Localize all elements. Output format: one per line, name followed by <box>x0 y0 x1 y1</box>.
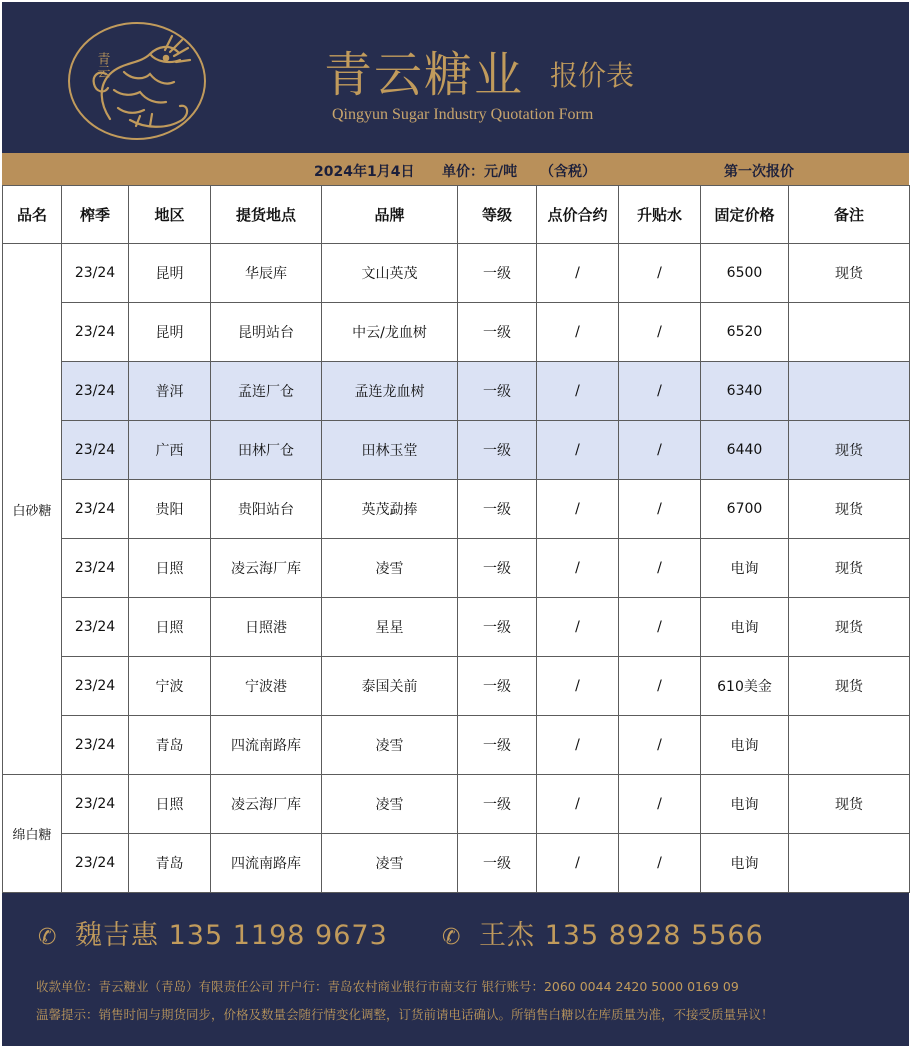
table-cell: 电询 <box>701 716 789 775</box>
table-cell: 中云/龙血树 <box>322 303 458 362</box>
table-cell <box>789 303 910 362</box>
table-cell: 电询 <box>701 775 789 834</box>
table-cell: 一级 <box>458 362 537 421</box>
product-category: 绵白糖 <box>3 775 62 893</box>
tax-note: （含税） <box>540 164 596 180</box>
table-cell: / <box>619 775 701 834</box>
table-cell: 23/24 <box>62 657 129 716</box>
table-row <box>3 716 910 775</box>
col-header: 提货地点 <box>211 186 322 244</box>
phone-icon: ✆ <box>442 925 462 950</box>
contact-name: 王杰 <box>479 920 536 951</box>
table-cell <box>789 716 910 775</box>
contact-name: 魏吉惠 <box>75 920 160 951</box>
table-cell: 日照 <box>129 775 211 834</box>
table-cell: 610美金 <box>701 657 789 716</box>
table-cell: 现货 <box>789 480 910 539</box>
phone-icon: ✆ <box>38 925 58 950</box>
table-cell: 日照 <box>129 598 211 657</box>
table-cell: / <box>537 539 619 598</box>
table-cell: 现货 <box>789 539 910 598</box>
table-row <box>3 244 910 303</box>
table-cell: 宁波 <box>129 657 211 716</box>
table-cell: 6520 <box>701 303 789 362</box>
table-cell: 23/24 <box>62 716 129 775</box>
table-cell: 四流南路库 <box>211 834 322 893</box>
contact-weijihui <box>38 913 388 952</box>
table-cell: 昆明站台 <box>211 303 322 362</box>
table-cell: 电询 <box>701 539 789 598</box>
table-cell: 电询 <box>701 834 789 893</box>
table-cell: / <box>619 244 701 303</box>
header-banner <box>2 2 909 153</box>
product-category: 白砂糖 <box>3 244 62 775</box>
qilin-icon <box>70 24 204 138</box>
col-header: 等级 <box>458 186 537 244</box>
table-cell: / <box>537 421 619 480</box>
table-cell: 6700 <box>701 480 789 539</box>
table-cell: 一级 <box>458 539 537 598</box>
table-row <box>3 539 910 598</box>
table-header-row <box>3 186 910 244</box>
table-cell <box>789 362 910 421</box>
contact-phone[interactable]: 135 8928 5566 <box>544 920 764 951</box>
qilin-logo <box>68 22 206 140</box>
table-cell: 孟连龙血树 <box>322 362 458 421</box>
table-cell: / <box>537 244 619 303</box>
table-cell: 星星 <box>322 598 458 657</box>
col-header: 榨季 <box>62 186 129 244</box>
table-cell: 广西 <box>129 421 211 480</box>
table-cell: 孟连厂仓 <box>211 362 322 421</box>
quote-round: 第一次报价 <box>724 164 794 180</box>
logo-text: 青云 <box>94 52 110 78</box>
col-header: 地区 <box>129 186 211 244</box>
table-cell: / <box>619 421 701 480</box>
table-cell: / <box>619 480 701 539</box>
table-cell: 一级 <box>458 834 537 893</box>
table-cell: 田林玉堂 <box>322 421 458 480</box>
table-cell: 普洱 <box>129 362 211 421</box>
table-cell: 一级 <box>458 244 537 303</box>
table-cell: 昆明 <box>129 303 211 362</box>
table-cell: 昆明 <box>129 244 211 303</box>
table-cell: 青岛 <box>129 834 211 893</box>
table-cell: 日照 <box>129 539 211 598</box>
col-header: 点价合约 <box>537 186 619 244</box>
table-cell: 一级 <box>458 657 537 716</box>
contact-wangjie <box>442 913 764 952</box>
table-cell: 23/24 <box>62 834 129 893</box>
table-cell: 现货 <box>789 244 910 303</box>
table-cell: 电询 <box>701 598 789 657</box>
table-cell: 6440 <box>701 421 789 480</box>
table-cell: 凌云海厂库 <box>211 775 322 834</box>
table-cell: 泰国关前 <box>322 657 458 716</box>
table-cell: 贵阳站台 <box>211 480 322 539</box>
table-row <box>3 362 910 421</box>
table-row <box>3 775 910 834</box>
quote-date: 2024年1月4日 <box>314 164 415 180</box>
table-cell <box>789 834 910 893</box>
table-row <box>3 657 910 716</box>
table-cell: / <box>537 775 619 834</box>
table-cell: / <box>537 834 619 893</box>
table-cell: 6500 <box>701 244 789 303</box>
table-cell: / <box>619 716 701 775</box>
contact-phone[interactable]: 135 1198 9673 <box>168 920 388 951</box>
info-bar <box>2 153 909 185</box>
english-title: Qingyun Sugar Industry Quotation Form <box>332 106 594 123</box>
table-cell: 文山英茂 <box>322 244 458 303</box>
bank-info: 收款单位：青云糖业（青岛）有限责任公司 开户行：青岛农村商业银行市南支行 银行账号：2060 0044 2420 5000 0169 09 <box>36 979 739 994</box>
table-cell: 贵阳 <box>129 480 211 539</box>
table-cell: 田林厂仓 <box>211 421 322 480</box>
table-cell: 23/24 <box>62 598 129 657</box>
table-cell: / <box>537 598 619 657</box>
quotation-table <box>2 185 910 893</box>
table-cell: 凌雪 <box>322 834 458 893</box>
table-cell: / <box>537 362 619 421</box>
table-cell: 23/24 <box>62 362 129 421</box>
table-cell: 一级 <box>458 775 537 834</box>
table-cell: 一级 <box>458 421 537 480</box>
col-header: 品名 <box>3 186 62 244</box>
table-cell: 现货 <box>789 657 910 716</box>
table-cell: 现货 <box>789 775 910 834</box>
table-cell: 23/24 <box>62 303 129 362</box>
table-cell: / <box>619 598 701 657</box>
table-row <box>3 421 910 480</box>
table-row <box>3 834 910 893</box>
table-cell: 现货 <box>789 598 910 657</box>
table-cell: 一级 <box>458 716 537 775</box>
form-subtitle: 报价表 <box>550 59 635 92</box>
table-cell: / <box>619 362 701 421</box>
table-cell: 凌云海厂库 <box>211 539 322 598</box>
table-cell: 凌雪 <box>322 716 458 775</box>
table-row <box>3 303 910 362</box>
table-cell: 青岛 <box>129 716 211 775</box>
table-cell: 23/24 <box>62 244 129 303</box>
table-cell: / <box>537 303 619 362</box>
table-cell: 四流南路库 <box>211 716 322 775</box>
table-cell: 英茂勐捧 <box>322 480 458 539</box>
table-cell: 宁波港 <box>211 657 322 716</box>
table-cell: 凌雪 <box>322 539 458 598</box>
table-cell: 一级 <box>458 303 537 362</box>
table-cell: 23/24 <box>62 421 129 480</box>
table-cell: 现货 <box>789 421 910 480</box>
table-cell: / <box>537 657 619 716</box>
table-cell: 23/24 <box>62 480 129 539</box>
col-header: 品牌 <box>322 186 458 244</box>
table-cell: 一级 <box>458 480 537 539</box>
table-cell: / <box>619 303 701 362</box>
col-header: 固定价格 <box>701 186 789 244</box>
table-cell: 6340 <box>701 362 789 421</box>
col-header: 备注 <box>789 186 910 244</box>
notice: 温馨提示：销售时间与期货同步，价格及数量会随行情变化调整，订货前请电话确认。所销售白糖以在库质量为准，不接受质量异议！ <box>36 1007 774 1022</box>
table-cell: / <box>537 480 619 539</box>
table-cell: 23/24 <box>62 539 129 598</box>
table-row <box>3 480 910 539</box>
table-row <box>3 598 910 657</box>
table-cell: / <box>537 716 619 775</box>
col-header: 升贴水 <box>619 186 701 244</box>
price-unit: 单价：元/吨 <box>442 164 518 180</box>
company-title: 青云糖业 <box>324 47 525 103</box>
table-cell: / <box>619 539 701 598</box>
table-cell: / <box>619 657 701 716</box>
table-cell: 华辰库 <box>211 244 322 303</box>
table-cell: 一级 <box>458 598 537 657</box>
table-cell: 凌雪 <box>322 775 458 834</box>
footer <box>2 893 909 1046</box>
table-cell: 23/24 <box>62 775 129 834</box>
table-cell: 日照港 <box>211 598 322 657</box>
table-cell: / <box>619 834 701 893</box>
